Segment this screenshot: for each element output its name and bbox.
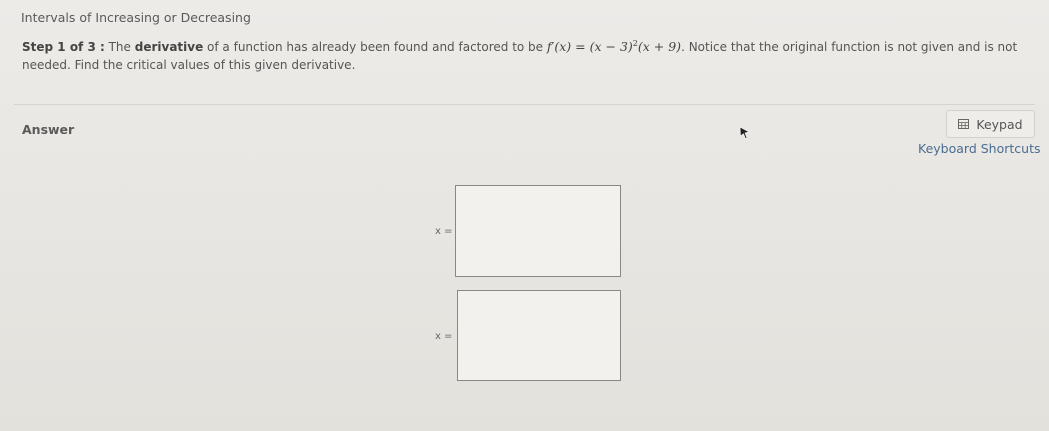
keypad-icon <box>958 119 969 129</box>
answer-label: Answer <box>22 122 75 137</box>
answer-2-label: x = <box>435 331 453 342</box>
mouse-cursor-icon <box>739 126 751 140</box>
page-title: Intervals of Increasing or Decreasing <box>21 10 251 25</box>
answer-1-label: x = <box>435 226 453 237</box>
keypad-button[interactable] <box>946 110 1035 138</box>
step-text-post: . Notice that the original function is not given and is not needed. Find the critical values of this given derivative. <box>22 40 1018 72</box>
step-text-mid: of a function has already been found and factored to be <box>203 40 547 54</box>
step-instructions <box>22 35 1032 74</box>
answer-input-1[interactable] <box>456 186 624 278</box>
keyboard-shortcuts-link[interactable]: Keyboard Shortcuts <box>918 141 1041 156</box>
answer-input-1-box[interactable] <box>455 185 621 277</box>
step-text-bold: derivative <box>134 40 204 54</box>
step-text-pre: The <box>104 40 135 54</box>
keypad-label: Keypad <box>976 116 1023 132</box>
answer-input-2[interactable] <box>458 291 624 382</box>
answer-input-2-box[interactable] <box>457 290 621 381</box>
step-label: Step 1 of 3 : <box>22 40 105 54</box>
section-divider <box>14 104 1035 105</box>
derivative-formula: $f'(x) = (x - 3)^2(x + 9)$ <box>546 39 682 54</box>
